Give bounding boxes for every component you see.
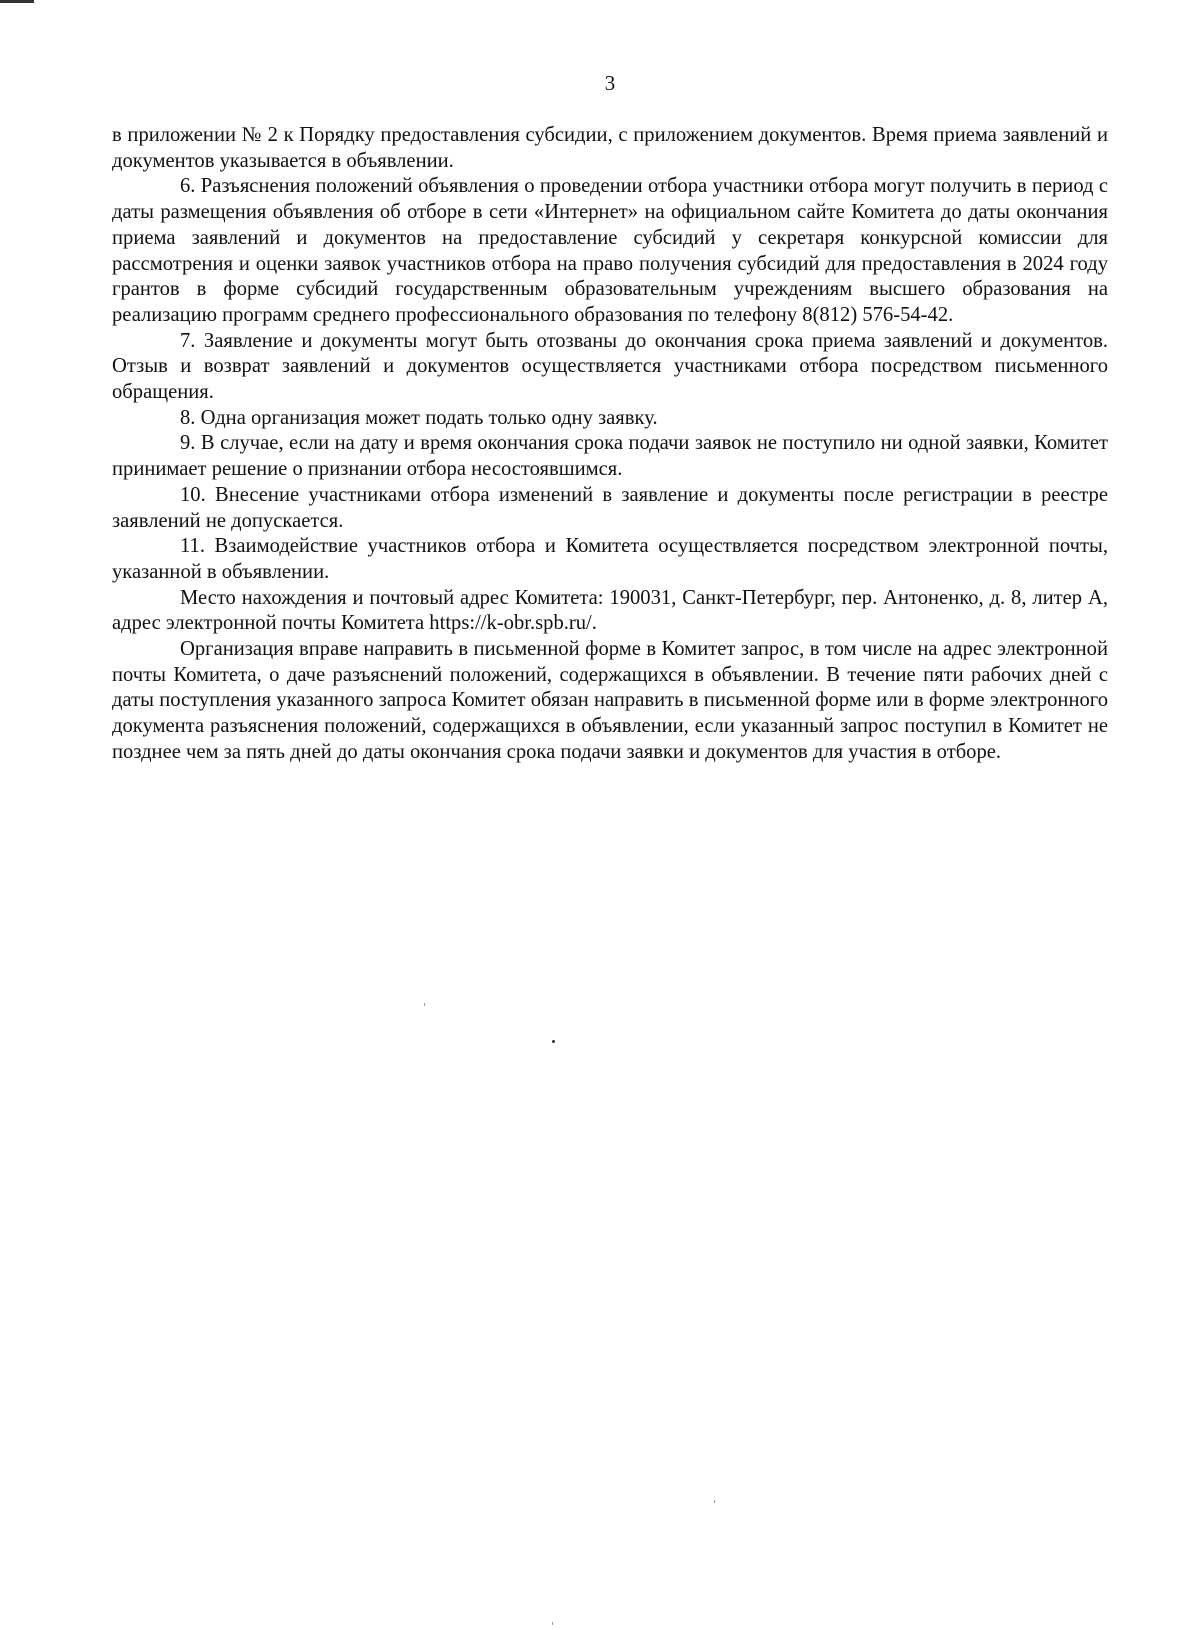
document-body [112, 123, 1108, 766]
paragraph-10: 10. Внесение участниками отбора изменений в заявление и документы после регистрации в реестре заявлений не допускается. [112, 483, 1108, 532]
paragraph-address: Место нахождения и почтовый адрес Комитета: 190031, Санкт-Петербург, пер. Антоненко, д. 8, литер А, адрес электронной почты Комитета https://k-obr.spb.ru/. [112, 586, 1108, 635]
scan-corner-mark [0, 0, 34, 3]
paragraph-6: 6. Разъяснения положений объявления о проведении отбора участники отбора могут получить в период с даты размещения объявления об отборе в сети «Интернет» на официальном сайте Комитета до даты окончания приема заявлений и документов на предоставление субсидий у секретаря конкурсной комиссии для рассмотрения и оценки заявок участников отбора на право получения субсидий для предоставления в 2024 году грантов в форме субсидий государственным образовательным учреждениям высшего образования на реализацию программ среднего профессионального образования по телефону 8(812) 576-54-42. [112, 175, 1108, 326]
scan-speck [424, 1003, 425, 1006]
scan-speck [552, 1622, 553, 1625]
paragraph-8: 8. Одна организация может подать только одну заявку. [180, 406, 658, 429]
scan-speck [714, 1500, 715, 1503]
paragraph-inquiry: Организация вправе направить в письменной форме в Комитет запрос, в том числе на адрес электронной почты Комитета, о даче разъяснений положений, содержащихся в объявлении. В течение пяти рабочих дней с даты поступления указанного запроса Комитет обязан направить в письменной форме или в форме электронного документа разъяснения положений, содержащихся в объявлении, если указанный запрос поступил в Комитет не позднее чем за пять дней до даты окончания срока подачи заявки и документов для участия в отборе. [112, 638, 1108, 763]
page-number: 3 [604, 71, 616, 95]
paragraph-9: 9. В случае, если на дату и время окончания срока подачи заявок не поступило ни одной заявки, Комитет принимает решение о признании отбора несостоявшимся. [112, 432, 1108, 481]
paragraph-7: 7. Заявление и документы могут быть отозваны до окончания срока приема заявлений и документов. Отзыв и возврат заявлений и документов осуществляется участниками отбора посредством письменного обращения. [112, 329, 1108, 404]
paragraph-11: 11. Взаимодействие участников отбора и Комитета осуществляется посредством электронной почты, указанной в объявлении. [112, 535, 1108, 583]
scan-speck [552, 1040, 555, 1043]
paragraph-continuation: в приложении № 2 к Порядку предоставления субсидии, с приложением документов. Время приема заявлений и документов указывается в объявлении. [112, 124, 1108, 172]
